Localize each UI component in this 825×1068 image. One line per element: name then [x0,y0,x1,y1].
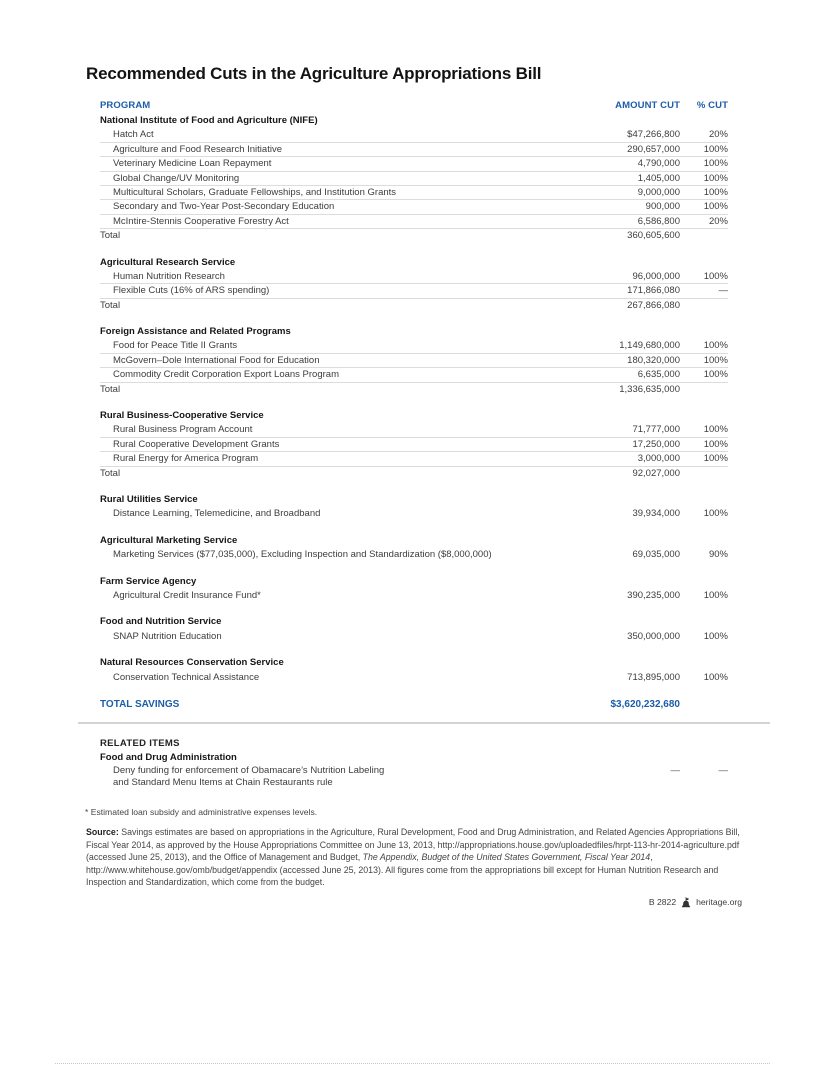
group-total-row [100,383,728,397]
source-paragraph [86,826,742,889]
group-rows [100,423,728,466]
group-rows [100,671,728,685]
group-rows [100,507,728,521]
related-item-label [100,765,560,790]
table-group [100,256,728,314]
table-row [100,354,728,368]
table-group [100,114,728,244]
row-amount: 180,320,000 [627,354,680,366]
row-amount: 4,790,000 [637,158,680,170]
column-header-amount-cut: AMOUNT CUT [615,100,680,111]
table-row [100,215,728,229]
row-pct: 100% [703,508,728,520]
row-amount: 900,000 [645,201,680,213]
table-groups [100,114,728,685]
group-name: Rural Utilities Service [100,493,198,505]
row-pct: 100% [703,354,728,366]
table-row [100,507,728,521]
row-amount: 6,586,800 [637,215,680,227]
table-row [100,589,728,603]
row-amount: 1,405,000 [637,172,680,184]
total-amount: 92,027,000 [632,467,680,479]
related-item-line-1: Deny funding for enforcement of Obamacare’s Nutrition Labeling [113,764,385,776]
row-amount: 17,250,000 [632,438,680,450]
related-items-section [100,737,728,790]
page-title: Recommended Cuts in the Agriculture Appropriations Bill [86,64,542,83]
page-footer [86,897,742,908]
table-header-row [100,98,728,113]
grand-total-label: TOTAL SAVINGS [100,698,180,710]
column-header-program: PROGRAM [100,100,151,111]
table-row [100,671,728,685]
source-italic-title: The Appendix, Budget of the United States Government, Fiscal Year 2014 [362,852,651,863]
row-label: McIntire-Stennis Cooperative Forestry Act [113,215,289,227]
row-pct: — [718,285,728,297]
group-name: Agricultural Marketing Service [100,534,238,546]
total-label: Total [100,299,121,311]
row-label: Global Change/UV Monitoring [113,172,240,184]
row-pct: 100% [703,671,728,683]
row-amount: 96,000,000 [632,270,680,282]
column-header-pct-cut: % CUT [696,100,728,111]
site-url: heritage.org [696,897,742,908]
group-rows [100,548,728,562]
row-label: Rural Cooperative Development Grants [113,438,280,450]
row-amount: 3,000,000 [637,453,680,465]
row-pct: 100% [703,438,728,450]
row-pct: 100% [703,143,728,155]
row-label: Hatch Act [113,129,154,141]
related-items-heading: RELATED ITEMS [100,737,180,749]
row-label: SNAP Nutrition Education [113,630,222,642]
group-name: Farm Service Agency [100,575,197,587]
row-pct: 100% [703,589,728,601]
row-pct: 100% [703,158,728,170]
total-amount: 360,605,600 [627,230,680,242]
related-item-row [100,765,728,790]
related-item-amount: — [670,764,680,776]
row-pct: 100% [703,369,728,381]
table-group [100,493,728,522]
row-pct: 20% [708,215,728,227]
group-total-row [100,467,728,481]
table-row [100,284,728,298]
group-total-row [100,229,728,243]
row-label: Rural Business Program Account [113,424,253,436]
row-label: Flexible Cuts (16% of ARS spending) [113,285,270,297]
asterisk-footnote: * Estimated loan subsidy and administrative expenses levels. [85,807,318,818]
total-label: Total [100,383,121,395]
group-rows [100,339,728,382]
table-row [100,452,728,466]
total-amount: 267,866,080 [627,299,680,311]
group-rows [100,128,728,229]
group-name: Food and Nutrition Service [100,616,222,628]
row-label: Food for Peace Title II Grants [113,340,238,352]
row-amount: 290,657,000 [627,143,680,155]
table-group [100,409,728,481]
row-pct: 100% [703,630,728,642]
row-pct: 100% [703,201,728,213]
group-name: Foreign Assistance and Related Programs [100,326,291,338]
row-amount: 39,934,000 [632,508,680,520]
row-amount: 9,000,000 [637,186,680,198]
row-label: Multicultural Scholars, Graduate Fellowships, and Institution Grants [113,186,397,198]
table-group [100,325,728,397]
document-id: B 2822 [648,897,677,908]
row-label: Human Nutrition Research [113,270,225,282]
row-amount: 171,866,080 [627,285,680,297]
table-group [100,575,728,604]
source-text-2: , http://www.whitehouse.gov/omb/budget/appendix (accessed June 25, 2013). All figures come from the appropriations bill except for Human Nutrition Research and Inspection and Standardization, which come from the budget. [86,852,719,888]
row-pct: 100% [703,172,728,184]
row-amount: $47,266,800 [627,129,680,141]
table-group [100,615,728,644]
table-row [100,423,728,437]
row-label: McGovern–Dole International Food for Education [113,354,320,366]
row-amount: 713,895,000 [627,671,680,683]
bottom-dotted-rule [55,1063,770,1064]
row-label: Distance Learning, Telemedicine, and Broadband [113,508,321,520]
group-name: Rural Business-Cooperative Service [100,410,264,422]
row-amount: 71,777,000 [632,424,680,436]
table-row [100,368,728,382]
row-label: Commodity Credit Corporation Export Loans Program [113,369,339,381]
table-row [100,200,728,214]
row-label: Secondary and Two-Year Post-Secondary Education [113,201,335,213]
row-pct: 100% [703,270,728,282]
table-row [100,186,728,200]
table-row [100,128,728,142]
section-divider-rule [78,722,770,724]
group-rows [100,270,728,299]
related-item-pct: — [718,764,728,776]
table-row [100,438,728,452]
total-label: Total [100,230,121,242]
table-row [100,157,728,171]
row-label: Conservation Technical Assistance [113,671,260,683]
row-pct: 90% [708,549,728,561]
row-amount: 69,035,000 [632,549,680,561]
table-group [100,656,728,685]
row-label: Agriculture and Food Research Initiative [113,143,282,155]
table-row [100,143,728,157]
group-name: Natural Resources Conservation Service [100,657,284,669]
total-amount: 1,336,635,000 [619,383,680,395]
row-pct: 20% [708,129,728,141]
source-text-1: Savings estimates are based on appropriations in the Agriculture, Rural Development, Food and Drug Administration, and Related Agencies Appropriations Bill, Fiscal Year 2014, as approved by the House Appropriations Committee on June 13, 2013, http://appropriations.house.gov/uploadedfiles/hrpt-113-hr-2014-agriculture.pdf (accessed June 25, 2013), and the Office of Management and Budget, [86,827,740,863]
row-label: Marketing Services ($77,035,000), Excluding Inspection and Standardization ($8,000,000) [113,549,492,561]
grand-total-amount: $3,620,232,680 [610,698,680,710]
table-row [100,270,728,284]
source-label: Source: [86,827,119,838]
group-total-row [100,299,728,313]
row-label: Rural Energy for America Program [113,453,259,465]
group-rows [100,630,728,644]
group-rows [100,589,728,603]
table-row [100,630,728,644]
table-group [100,534,728,563]
row-pct: 100% [703,340,728,352]
row-amount: 1,149,680,000 [619,340,680,352]
row-amount: 350,000,000 [627,630,680,642]
grand-total-row [100,697,728,713]
total-label: Total [100,467,121,479]
row-pct: 100% [703,186,728,198]
row-amount: 6,635,000 [637,369,680,381]
row-label: Veterinary Medicine Loan Repayment [113,158,272,170]
related-item-line-2: and Standard Menu Items at Chain Restaurants rule [113,777,333,789]
table-row [100,339,728,353]
appropriations-table [100,98,728,713]
table-row [100,172,728,186]
group-name: Agricultural Research Service [100,256,236,268]
row-label: Agricultural Credit Insurance Fund* [113,589,261,601]
row-amount: 390,235,000 [627,589,680,601]
group-name: National Institute of Food and Agriculture (NIFE) [100,115,318,126]
related-items-agency: Food and Drug Administration [100,751,237,763]
heritage-bell-logo-icon [681,897,691,908]
row-pct: 100% [703,453,728,465]
table-row [100,548,728,562]
row-pct: 100% [703,424,728,436]
